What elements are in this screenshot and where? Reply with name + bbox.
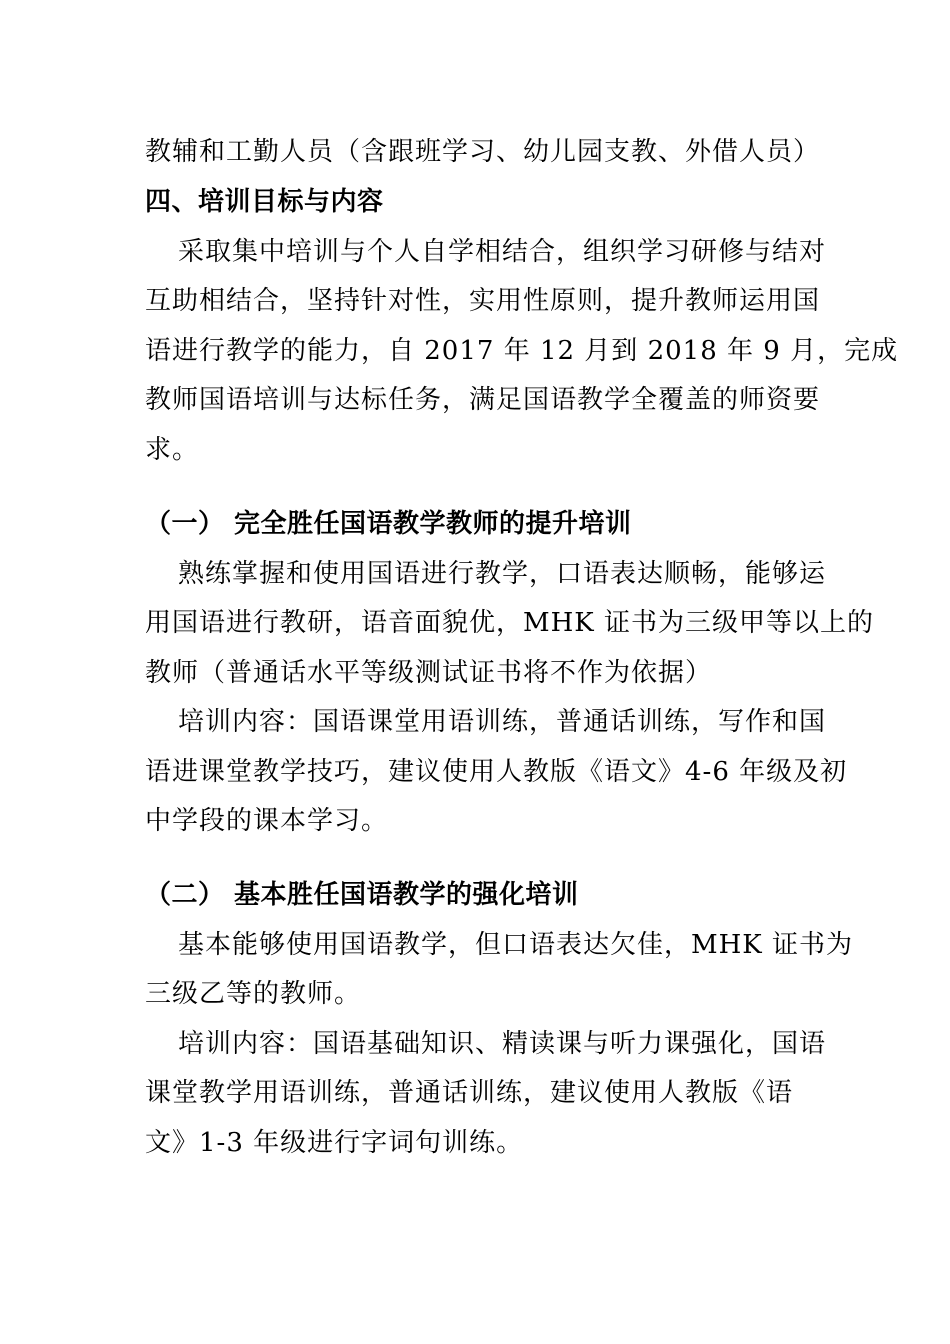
subsection-two-description-line: 三级乙等的教师。 [145, 979, 362, 1009]
subsection-one-content-line: 语进课堂教学技巧，建议使用人教版《语文》4-6 年级及初 [145, 757, 848, 787]
subsection-two-heading: （二） 基本胜任国语教学的强化培训 [145, 880, 579, 910]
subsection-one-heading: （一） 完全胜任国语教学教师的提升培训 [145, 509, 632, 539]
subsection-one-description-line: 教师（普通话水平等级测试证书将不作为依据） [145, 658, 713, 688]
subsection-two-content-line: 文》1-3 年级进行字词句训练。 [145, 1128, 524, 1158]
subsection-two-description-line: 基本能够使用国语教学，但口语表达欠佳，MHK 证书为 [178, 930, 853, 960]
section-four-paragraph-line: 互助相结合，坚持针对性，实用性原则，提升教师运用国 [145, 286, 821, 316]
subsection-two-content-line: 课堂教学用语训练，普通话训练，建议使用人教版《语 [145, 1078, 794, 1108]
subsection-two-content-line: 培训内容：国语基础知识、精读课与听力课强化，国语 [178, 1029, 827, 1059]
section-four-paragraph-line: 求。 [145, 435, 200, 465]
subsection-one-description-line: 用国语进行教研，语音面貌优，MHK 证书为三级甲等以上的 [145, 608, 874, 638]
section-four-heading: 四、培训目标与内容 [145, 187, 384, 217]
section-four-paragraph-line: 语进行教学的能力，自 2017 年 12 月到 2018 年 9 月，完成 [145, 336, 899, 366]
section-four-paragraph-line: 教师国语培训与达标任务，满足国语教学全覆盖的师资要 [145, 385, 821, 415]
subsection-one-content-line: 中学段的课本学习。 [145, 806, 389, 836]
intro-line: 教辅和工勤人员（含跟班学习、幼儿园支教、外借人员） [145, 137, 821, 167]
section-four-paragraph-line: 采取集中培训与个人自学相结合，组织学习研修与结对 [178, 237, 827, 267]
subsection-one-content-line: 培训内容：国语课堂用语训练，普通话训练，写作和国 [178, 707, 827, 737]
subsection-one-description-line: 熟练掌握和使用国语进行教学，口语表达顺畅，能够运 [178, 559, 827, 589]
